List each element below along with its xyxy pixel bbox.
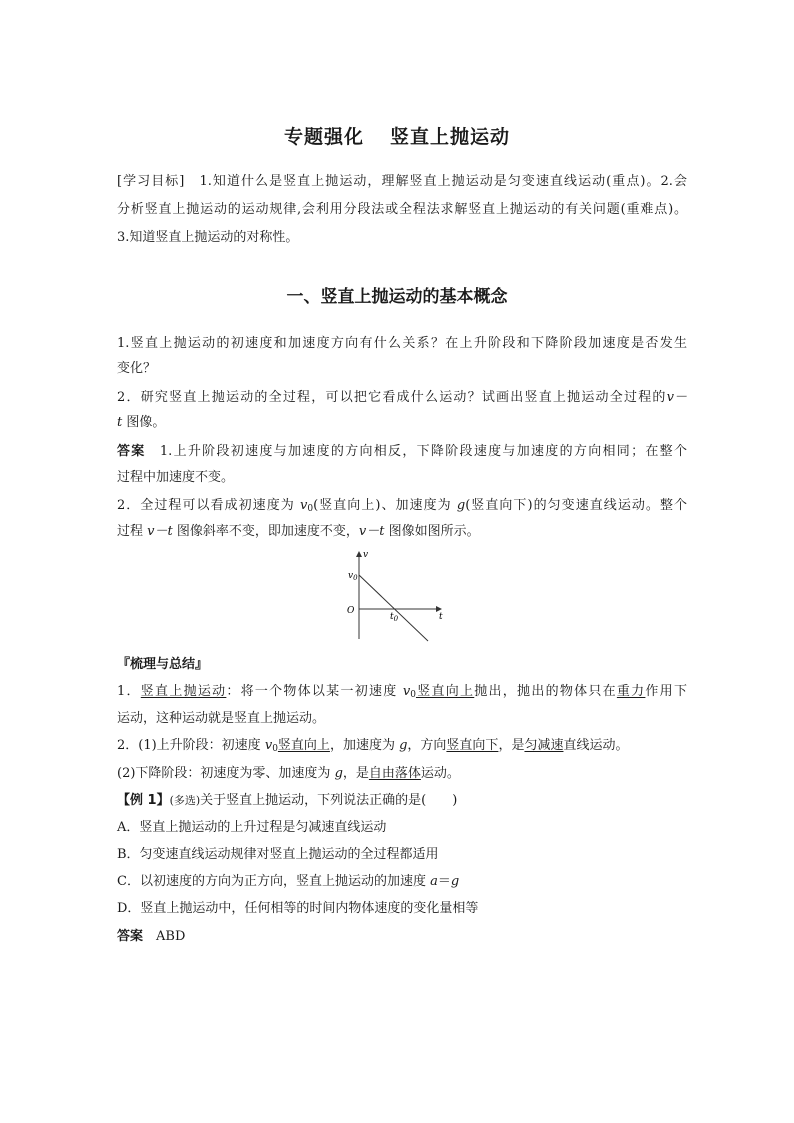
origin-label: O — [347, 606, 355, 616]
summary-line-3: 2．(1)上升阶段：初速度 $v_0$竖直向上，加速度为 g，方向竖直向下，是匀减速直线运动。 — [117, 738, 629, 754]
t0-label: $t_0$ — [390, 612, 399, 623]
question-2-line-1: 2．研究竖直上抛运动的全过程，可以把它看成什么运动？试画出竖直上抛运动全过程的v－ — [117, 390, 687, 405]
title-part1: 专题强化 — [283, 126, 364, 148]
question-1-line-2: 变化？ — [117, 361, 157, 376]
question-2-line-2: t 图像。 — [117, 415, 166, 430]
t-axis-label: t — [439, 612, 443, 622]
answer-line-3: 2．全过程可以看成初速度为 $v_0$(竖直向上)、加速度为 g(竖直向下)的匀变速直线运动。整个 — [117, 498, 687, 514]
answer-line-4: 过程 v－t 图像斜率不变，即加速度不变，v－t 图像如图所示。 — [117, 524, 480, 539]
v-axis-label: v — [363, 550, 369, 560]
question-1-line-1: 1.竖直上抛运动的初速度和加速度方向有什么关系？在上升阶段和下降阶段加速度是否发生 — [117, 336, 687, 351]
example-1-option-c: C．以初速度的方向为正方向，竖直上抛运动的加速度 a＝g — [117, 874, 460, 889]
example-1-option-a: A．竖直上抛运动的上升过程是匀减速直线运动 — [117, 820, 387, 835]
page-title — [0, 122, 794, 149]
example-1-stem: 【例 1】(多选)关于竖直上抛运动，下列说法正确的是( ) — [117, 793, 458, 808]
example-1-answer: 答案 ABD — [117, 929, 186, 944]
answer-line-1: 答案 1.上升阶段初速度与加速度的方向相反，下降阶段速度与加速度的方向相同；在整个 — [117, 444, 687, 459]
example-1-option-d: D．竖直上抛运动中，任何相等的时间内物体速度的变化量相等 — [117, 901, 479, 916]
summary-line-1: 1．竖直上抛运动：将一个物体以某一初速度 $v_0$竖直向上抛出，抛出的物体只在重力作用下 — [117, 684, 687, 700]
title-part2: 竖直上抛运动 — [390, 126, 511, 148]
section-title: 一、竖直上抛运动的基本概念 — [286, 287, 508, 307]
objectives-line-3: 3.知道竖直上抛运动的对称性。 — [117, 230, 299, 245]
vt-graph — [338, 547, 448, 644]
objectives-line-2: 分析竖直上抛运动的运动规律,会利用分段法或全程法求解竖直上抛运动的有关问题(重难点)。 — [117, 202, 687, 217]
summary-line-2: 运动，这种运动就是竖直上抛运动。 — [117, 711, 326, 726]
example-1-option-b: B．匀变速直线运动规律对竖直上抛运动的全过程都适用 — [117, 847, 439, 862]
answer-line-2: 过程中加速度不变。 — [117, 470, 235, 485]
v0-label: $v_0$ — [348, 571, 358, 582]
objectives-line-1: [学习目标] 1.知道什么是竖直上抛运动，理解竖直上抛运动是匀变速直线运动(重点)。2.会 — [117, 174, 687, 189]
velocity-line — [359, 575, 428, 641]
summary-line-4: (2)下降阶段：初速度为零、加速度为 g，是自由落体运动。 — [117, 766, 460, 781]
summary-heading: 『梳理与总结』 — [117, 657, 209, 672]
